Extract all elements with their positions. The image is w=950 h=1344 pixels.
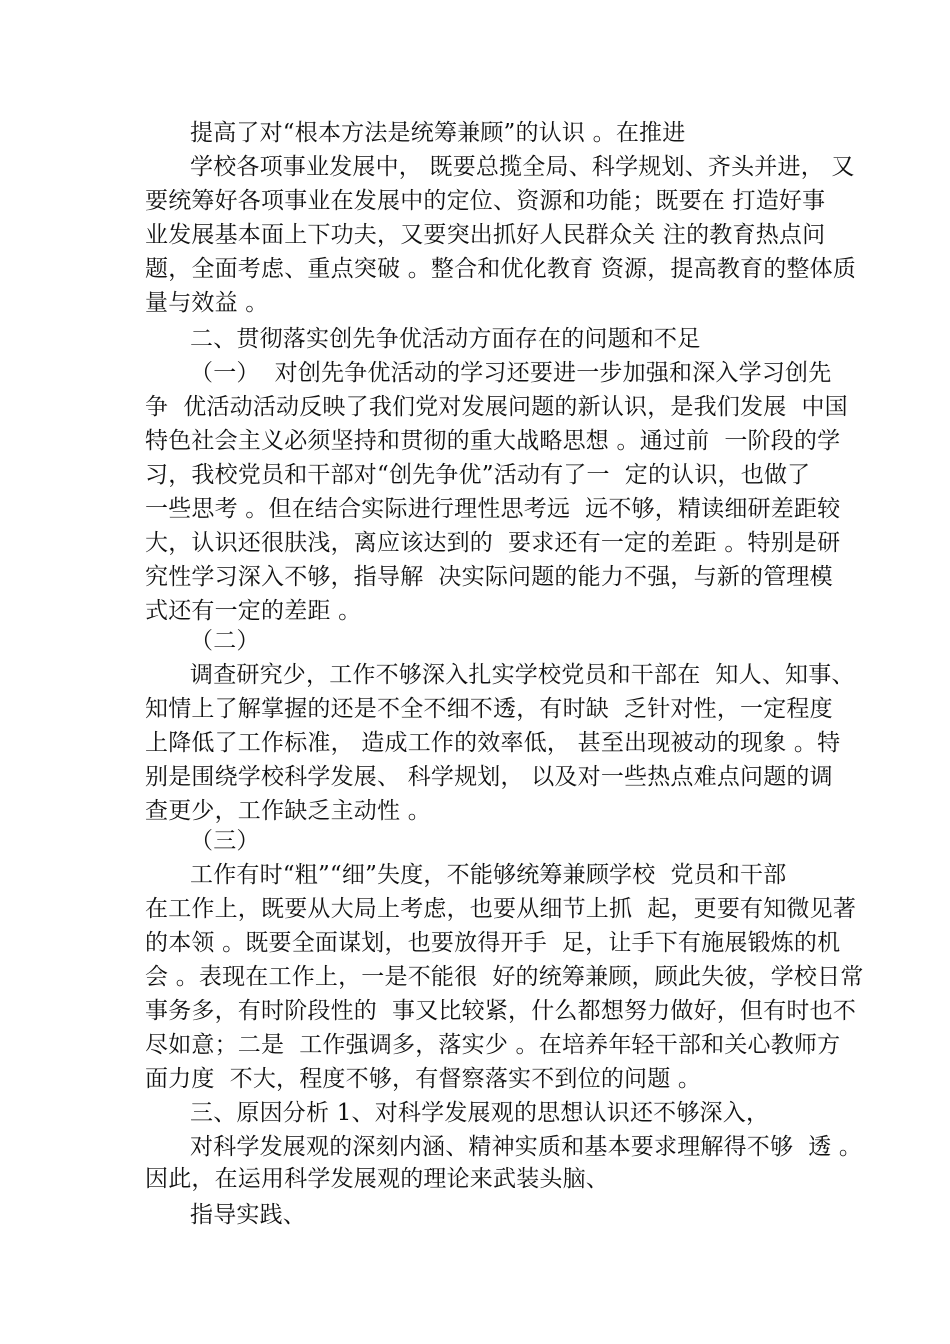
section-heading: 三、原因分析 1、对科学发展观的思想认识还不够深入， [190,1100,770,1126]
text-line: 大，认识还很肤浅，离应该达到的 要求还有一定的差距 。特别是研 [145,530,841,556]
text-line: 调查研究少，工作不够深入扎实学校党员和干部在 知人、知事、 [190,662,855,688]
text-line: 学校各项事业发展中， 既要总揽全局、科学规划、齐头并进， 又 [190,154,855,180]
text-line: 要统筹好各项事业在发展中的定位、资源和功能；既要在 打造好事 [145,188,826,214]
text-line: 面力度 不大，程度不够，有督察落实不到位的问题 。 [145,1066,702,1092]
text-line: 上降低了工作标准， 造成工作的效率低， 甚至出现被动的现象 。特 [145,730,841,756]
text-line: 的本领 。既要全面谋划，也要放得开手 足，让手下有施展锻炼的机 [145,930,841,956]
text-line: 指导实践、 [190,1202,306,1228]
section-heading: 二、贯彻落实创先争优活动方面存在的问题和不足 [190,326,701,352]
text-line: 工作有时“粗”“细”失度，不能够统筹兼顾学校 党员和干部 [190,862,787,888]
text-line: 查更少，工作缺乏主动性 。 [145,798,431,824]
text-line: 提高了对“根本方法是统筹兼顾”的认识 。在推进 [190,120,686,146]
subsection-heading: （二） [190,628,260,654]
text-line: 一些思考 。但在结合实际进行理性思考远 远不够，精读细研差距较 [145,496,841,522]
text-line: 事务多，有时阶段性的 事又比较紧，什么都想努力做好，但有时也不 [145,998,857,1024]
text-line: 会 。表现在工作上，一是不能很 好的统筹兼顾，顾此失彼，学校日常 [145,964,864,990]
text-line: 特色社会主义必须坚持和贯彻的重大战略思想 。通过前 一阶段的学 [145,428,841,454]
text-line: 知情上了解掌握的还是不全不细不透，有时缺 乏针对性，一定程度 [145,696,833,722]
text-line: 因此，在运用科学发展观的理论来武装头脑、 [145,1166,609,1192]
text-line: 习，我校党员和干部对“创先争优”活动有了一 定的认识，也做了 [145,462,811,488]
text-line: （一） 对创先争优活动的学习还要进一步加强和深入学习创先 [190,360,832,386]
text-line: 量与效益 。 [145,290,269,316]
text-line: 题，全面考虑、重点突破 。整合和优化教育 资源，提高教育的整体质 [145,256,857,282]
subsection-heading: （三） [190,828,260,854]
text-line: 尽如意；二是 工作强调多，落实少 。在培养年轻干部和关心教师方 [145,1032,841,1058]
text-line: 别是围绕学校科学发展、 科学规划， 以及对一些热点难点问题的调 [145,764,833,790]
text-line: 争 优活动活动反映了我们党对发展问题的新认识，是我们发展 中国 [145,394,848,420]
text-line: 对科学发展观的深刻内涵、精神实质和基本要求理解得不够 透 。 [190,1134,863,1160]
text-line: 在工作上，既要从大局上考虑，也要从细节上抓 起，更要有知微见著 [145,896,857,922]
text-line: 式还有一定的差距 。 [145,598,362,624]
text-line: 业发展基本面上下功夫，又要突出抓好人民群众关 注的教育热点问 [145,222,826,248]
text-line: 究性学习深入不够，指导解 决实际问题的能力不强，与新的管理模 [145,564,833,590]
